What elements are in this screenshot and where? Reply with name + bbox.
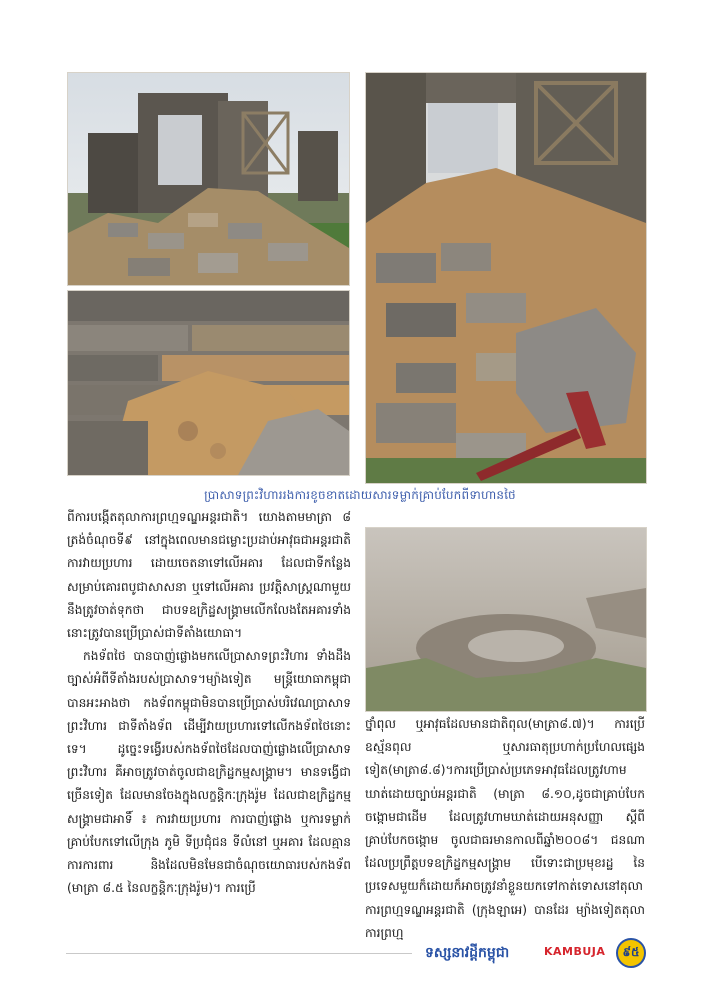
misty-crater-photo <box>365 527 647 712</box>
publication-brand: KAMBUJA <box>544 945 606 958</box>
page-number: ៩៥ <box>622 945 640 959</box>
page-number-badge <box>616 938 646 968</box>
temple-gate-rubble-photo <box>67 72 350 286</box>
footer-divider <box>66 953 412 954</box>
article-left-column <box>67 506 351 900</box>
paragraph: ពីការបង្កើតតុលាការព្រហ្មទណ្ឌអន្តរជាតិ។ យោងតាមមាត្រា ៨ ត្រង់ចំណុចទី៩ នៅក្នុងពេលមានជម្លោះប្រដាប់អាវុធជាអន្តរជាតិ ការវាយប្រហារ ដោយចេតនាទៅលើអគារ ដែលជាទីកន្លែងសម្រាប់គោរពបូជាសាសនា ឬទៅលើអគារ ប្រវត្តិសាស្ត្រណាមួយនឹងត្រូវចាត់ទុកថា ជាបទឧក្រិដ្ឋសង្គ្រាមលើកលែងតែអគារទាំងនោះត្រូវបានប្រើប្រាស់ជាទីតាំងយោធា។ <box>67 510 351 641</box>
article-right-column <box>365 713 645 945</box>
paragraph: កងទ័ពថៃ បានបាញ់ផ្លោងមកលើប្រាសាទព្រះវិហារ ទាំងដឹងច្បាស់អំពីទីតាំងរបស់ប្រាសាទ។ម្យ៉ាងទៀត មន្ត្រីយោធាកម្ពុជាបានអះអាងថា កងទ័ពកម្ពុជាមិនបានប្រើប្រាស់បរិវេណប្រាសាទព្រះវិហារ ជាទីតាំងទ័ព ដើម្បីវាយប្រហារទៅលើកងទ័ពថៃនោះទេ។ ដូច្នេះទង្វើរបស់កងទ័ពថៃដែលបាញ់ផ្លោងលើប្រាសាទព្រះវិហារ គឺអាចត្រូវចាត់ចូលជាឧក្រិដ្ឋកម្មសង្គ្រាម។ មានទង្វើជាច្រើនទៀត ដែលមានចែងក្នុងលក្ខន្តិកៈក្រុងរ៉ូម ដែលជាឧក្រិដ្ឋកម្មសង្គ្រាមជាអាទិ៍ ៖ ការវាយប្រហារ ការបាញ់ផ្លោង ឬការទម្លាក់គ្រាប់បែកទៅលើក្រុង ភូមិ ទីប្រជុំជន ទីលំនៅ ឬអគារ ដែលគ្មានការការពារ និងដែលមិនមែនជាចំណុចយោធារបស់កងទ័ព (មាត្រា ៨.៥ នៃលក្ខន្តិកៈក្រុងរ៉ូម)។ ការប្រើ <box>67 649 351 896</box>
paragraph: ថ្នាំពុល ឬអាវុធដែលមានជាតិពុល(មាត្រា៨.៧)។ ការប្រើឧស្ម័នពុល ឬសារធាតុប្រហាក់ប្រហែលផ្សេងទៀត(មាត្រា៨.៨)។ការប្រើប្រាស់ប្រភេទអាវុធដែលត្រូវហាមឃាត់ដោយច្បាប់អន្តរជាតិ (មាត្រា ៨.១០,ដូចជាគ្រាប់បែកចង្កោមជាដើម ដែលត្រូវហាមឃាត់ដោយអនុសញ្ញា ស្តីពីគ្រាប់បែកចង្កោម ចូលជាធរមានកាលពីឆ្នាំ២០០៨។ ជនណាដែលប្រព្រឹត្តបទឧក្រិដ្ឋកម្មសង្គ្រាម បើទោះជាប្រមុខរដ្ឋ នៃប្រទេសមួយក៏ដោយក៏អាចត្រូវនាំខ្លួនយកទៅកាត់ទោសនៅតុលាការព្រហ្មទណ្ឌអន្តរជាតិ (ក្រុងឡាអេ) បានដែរ ម្យ៉ាងទៀតតុលាការព្រហ្ម <box>365 717 645 940</box>
damaged-wall-photo <box>67 290 350 476</box>
figure-caption: ប្រាសាទព្រះវិហាររងការខូចខាតដោយសារទម្លាក់គ្រាប់បែកពីទាហានថៃ <box>204 488 516 502</box>
rubble-closeup-photo <box>365 72 647 484</box>
publication-title: ទស្សនាវដ្តីកម្ពុជា <box>425 945 510 961</box>
